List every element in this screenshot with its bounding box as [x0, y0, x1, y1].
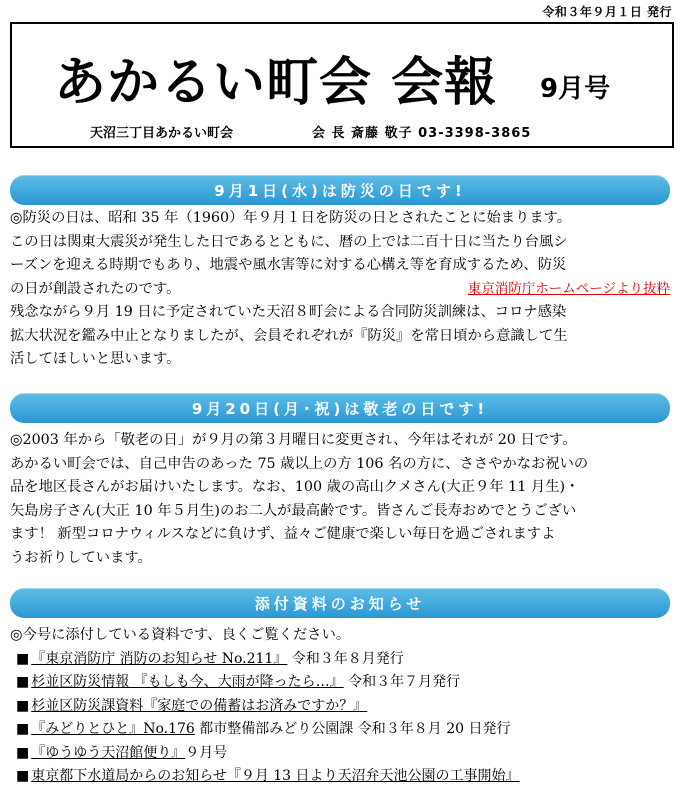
bullet-square-icon: ■: [16, 768, 30, 784]
attachment-title[interactable]: 『ゆうゆう天沼館便り』: [31, 744, 186, 761]
masthead: [10, 22, 674, 148]
respect-aged-day-body: [10, 429, 670, 570]
bullet-square-icon: ■: [16, 674, 30, 690]
attachment-item: [10, 765, 670, 789]
newsletter-title: あかるい町会 会報: [54, 53, 498, 113]
issue-month: 9月号: [540, 74, 611, 104]
attachment-title[interactable]: 杉並区防災情報 『もしも今、大雨が降ったら…』: [31, 674, 344, 690]
bullet-square-icon: ■: [16, 650, 30, 667]
body-line: ◎2003 年から「敬老の日」が９月の第３月曜日に変更され、今年はそれが 20 日です。: [10, 432, 577, 448]
attachments-body: [10, 624, 670, 789]
disaster-day-body: [10, 207, 670, 372]
body-line: 残念ながら９月 19 日に予定されていた天沼８町会による合同防災訓練は、コロナ感染: [10, 304, 567, 320]
attachment-title[interactable]: 東京都下水道局からのお知らせ『９月 13 日より天沼弁天池公園の工事開始』: [31, 768, 520, 784]
organization-name: 天沼三丁目あかるい町会: [90, 126, 234, 141]
attachment-item: [10, 671, 670, 695]
body-line: 拡大状況を鑑み中止となりましたが、会員それぞれが『防災』を常日頃から意識して生: [10, 327, 568, 344]
attachment-item: [10, 695, 670, 719]
body-line: ーズンを迎える時期でもあり、地震や風水害等に対する心構え等を育成するため、防災: [10, 257, 567, 273]
source-link[interactable]: 東京消防庁ホームページより抜粋: [467, 280, 670, 297]
section-header-disaster-day: 9月1日(水)は防災の日です!: [10, 175, 670, 205]
attachment-note: ９月号: [185, 744, 228, 761]
attachment-title[interactable]: 『みどりとひと』No.176: [31, 721, 195, 737]
attachment-note: 都市整備部みどり公園課 令和３年８月 20 日発行: [199, 721, 511, 737]
attachment-item: [10, 648, 670, 672]
body-line: 活してほしいと思います。: [10, 351, 181, 367]
attachment-note: 令和３年８月発行: [291, 650, 404, 667]
attachment-note: 令和３年７月発行: [348, 674, 461, 690]
attachment-title[interactable]: 杉並区防災課資料『家庭での備蓄はお済みですか？』: [31, 697, 368, 714]
section-header-attachments: 添付資料のお知らせ: [10, 588, 670, 618]
body-line: ます！ 新型コロナウィルスなどに負けず、益々ご健康で楽しい毎日を過ごされますよ: [10, 526, 556, 542]
chair-contact: 会 長 斎藤 敬子 03-3398-3865: [312, 126, 532, 141]
bullet-square-icon: ■: [16, 744, 30, 761]
body-line: 矢島房子さん(大正 10 年５月生)のお二人が最高齢です。皆さんご長寿おめでとうござい: [10, 502, 577, 519]
issue-date: 令和３年９月１日 発行: [542, 5, 672, 19]
body-line: この日は関東大震災が発生した日であるとともに、暦の上では二百十日に当たり台風シ: [10, 233, 568, 250]
attachment-title[interactable]: 『東京消防庁 消防のお知らせ No.211』: [31, 650, 288, 667]
body-line: 品を地区長さんがお届けいたします。なお、100 歳の高山クメさん(大正９年 11 月生)・: [10, 479, 580, 495]
bullet-square-icon: ■: [16, 697, 30, 714]
attachment-item: [10, 742, 670, 766]
section-header-respect-aged-day: 9月20日(月･祝)は敬老の日です!: [10, 393, 670, 423]
attachments-intro: ◎今号に添付している資料です、良くご覧ください。: [10, 627, 351, 643]
attachment-item: [10, 718, 670, 742]
body-line: ◎防災の日は、昭和 35 年（1960）年９月１日を防災の日とされたことに始まります。: [10, 210, 572, 226]
body-line: の日が創設されたのです。: [10, 280, 181, 297]
body-line-with-source: [10, 278, 670, 302]
body-line: あかるい町会では、自己申告のあった 75 歳以上の方 106 名の方に、ささやかなお祝いの: [10, 455, 589, 472]
bullet-square-icon: ■: [16, 721, 30, 737]
body-line: うお祈りしています。: [10, 549, 152, 566]
